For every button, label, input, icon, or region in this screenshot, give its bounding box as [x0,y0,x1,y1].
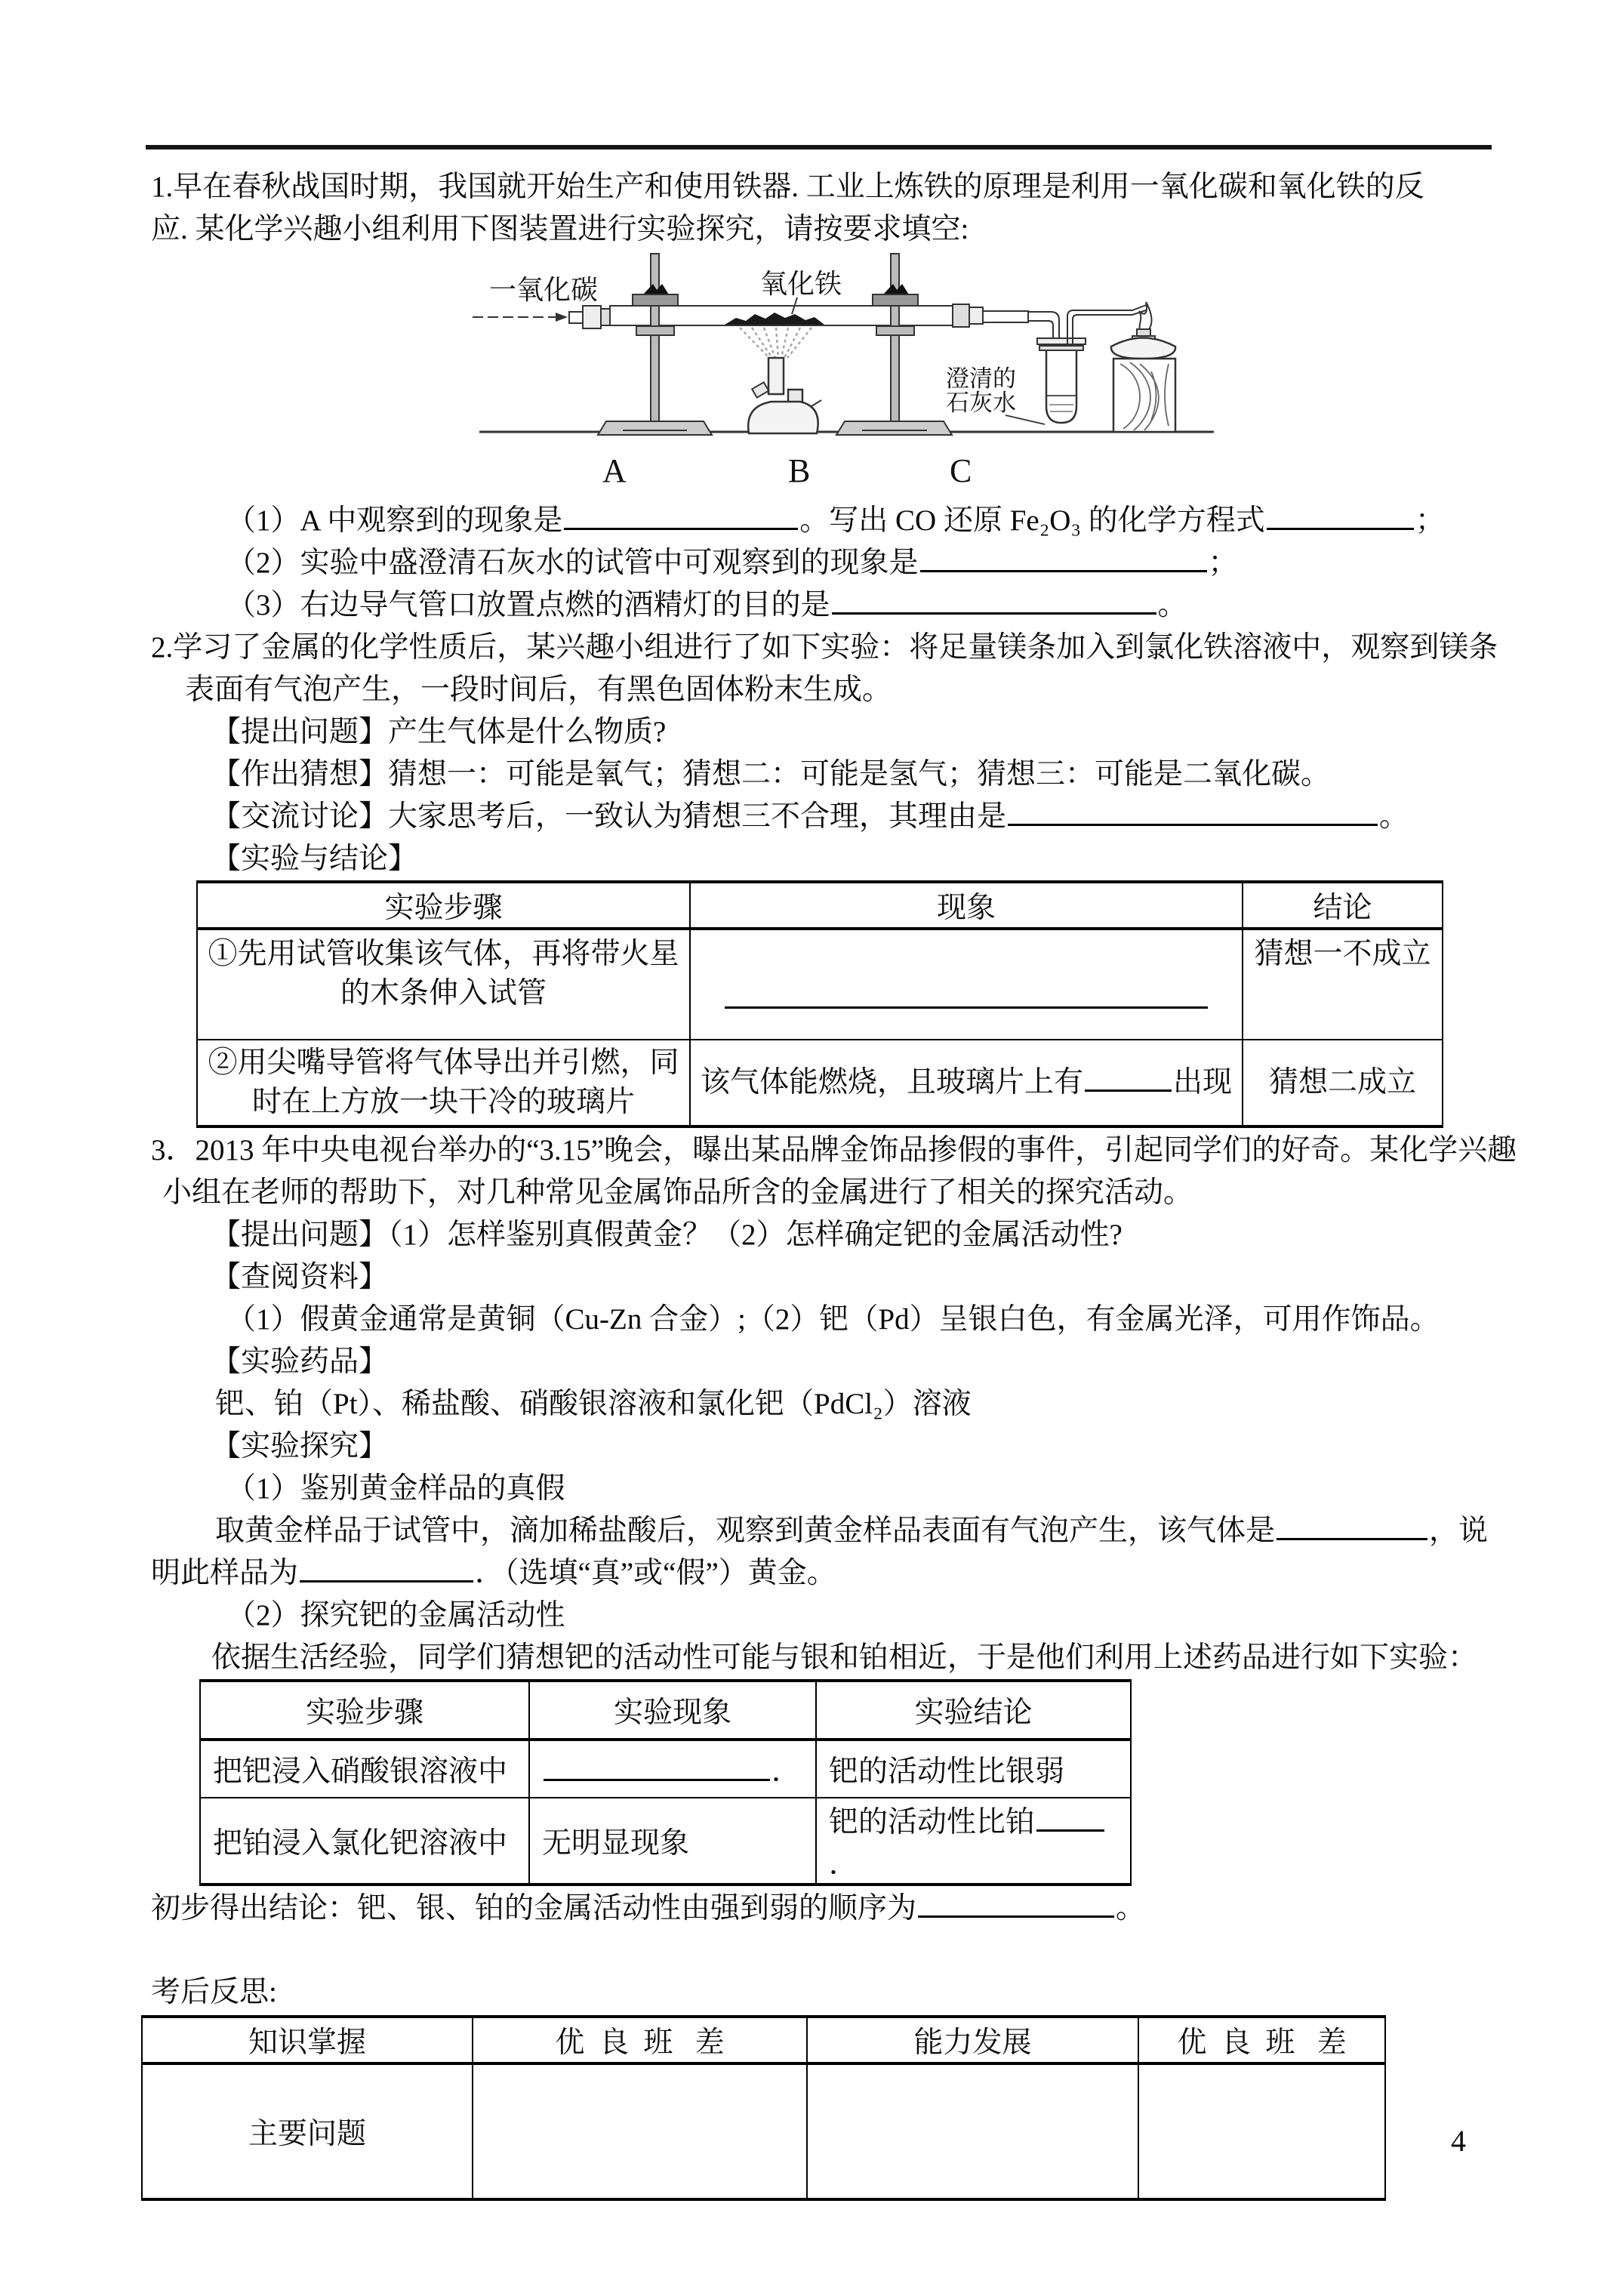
answer-blank [1008,801,1378,826]
conclusion-cell: 钯的活动性比银弱 [816,1740,1131,1798]
q3-e1-text-d: ．（选填“真”或“假”）黄金。 [475,1557,836,1589]
answer-blank [544,1756,770,1781]
q1-sub1-text-b: 。写出 CO 还原 Fe₂O₃ 的化学方程式 [799,504,1265,537]
q1-sub3 [151,584,1623,627]
tube-outlet [953,304,1028,327]
phenomenon-cell [690,929,1243,1040]
q3-line2: 小组在老师的帮助下，对几种常见金属饰品所含的金属进行了相关的探究活动。 [162,1176,1193,1209]
table-row [200,1798,1131,1885]
worksheet-content [151,166,1623,2201]
q2-guess: 【作出猜想】猜想一：可能是氧气；猜想二：可能是氢气；猜想三：可能是二氧化碳。 [211,758,1331,791]
conclusion-cell: 猜想二成立 [1243,1040,1443,1126]
q1-sub1 [151,500,1623,542]
answer-blank [920,547,1207,572]
q3-concl-text-b: 。 [1116,1892,1146,1925]
q1-sub1-text-c: ； [1415,504,1445,537]
apparatus-diagram [468,251,1623,500]
q3-e1-text-b: ，说 [1429,1515,1489,1547]
col-header-conclusion: 结论 [1243,882,1443,929]
arrow-icon [556,313,568,322]
iron-stand-c [836,254,952,435]
col-header-step: 实验步骤 [197,882,690,929]
answer-blank [564,505,798,530]
q3-reference: （1）假黄金通常是黄铜（Cu-Zn 合金）;（2）钯（Pd）呈银白色，有金属光泽，可用作饰品。 [226,1303,1440,1336]
col-header-phenomenon: 现象 [690,882,1243,929]
q3-reagents: 钯、铂（Pt）、稀盐酸、硝酸银溶液和氯化钯（PdCl₂）溶液 [215,1388,972,1420]
q3-e2-title: （2）探究钯的金属活动性 [226,1599,565,1632]
col-header-grade2: 优 良 班 差 [1138,2017,1385,2063]
marker-c: C [950,452,972,489]
apparatus-diagram-svg [468,251,1230,500]
col-header-phenomenon: 实验现象 [529,1681,816,1740]
answer-blank [300,1558,473,1583]
conclusion-cell: 猜想一不成立 [1243,929,1443,1040]
table-row [142,2063,1385,2199]
phenomenon-cell: 无明显现象 [529,1798,816,1885]
q3-explore-title: 【实验探究】 [211,1430,389,1462]
answer-blank [1277,1515,1427,1540]
limewater-label [946,365,1045,424]
col-header-step: 实验步骤 [200,1681,529,1740]
answer-blank [1085,1067,1172,1092]
col-header-grade1: 优 良 班 差 [473,2017,807,2063]
q1-sub1-text-a: （1）A 中观察到的现象是 [226,504,563,537]
co-label: 一氧化碳 [489,275,599,305]
marker-b: B [788,452,811,489]
q2-discuss-text-b: 。 [1379,800,1409,833]
table-header-row [142,2017,1385,2063]
table-row [200,1740,1131,1798]
q1-sub3-text-b: 。 [1157,589,1187,621]
wood-block [1113,359,1175,432]
header-rule [146,145,1492,149]
q3-ask: 【提出问题】（1）怎样鉴别真假黄金？（2）怎样确定钯的金属活动性? [211,1219,1123,1251]
iron-stand-a [598,254,712,435]
q3-line1: 3．2013 年中央电视台举办的“3.15”晚会，曝出某品牌金饰品掺假的事件，引起同学们的好奇。某化学兴趣 [151,1134,1517,1166]
q2-discuss-text-a: 【交流讨论】大家思考后，一致认为猜想三不合理，其理由是 [211,800,1007,833]
q3-e1-text-a: 取黄金样品于试管中，滴加稀盐酸后，观察到黄金样品表面有气泡产生，该气体是 [215,1515,1276,1547]
table-row [197,1040,1443,1126]
q3-final-conclusion [151,1888,1623,1930]
q3-reagents-title: 【实验药品】 [211,1345,389,1378]
col-header-ability: 能力发展 [807,2017,1138,2063]
main-problem-cell: 主要问题 [142,2063,473,2199]
q3-reference-title: 【查阅资料】 [211,1261,389,1293]
q3-e1-title: （1）鉴别黄金样品的真假 [226,1472,565,1505]
q2-experiment-table [196,880,1443,1128]
empty-cell [473,2063,807,2199]
phenomenon-text-b: 出现 [1173,1066,1233,1099]
empty-cell [1138,2063,1385,2199]
table-header-row [197,882,1443,929]
q3-e1-text-c: 明此样品为 [151,1557,299,1589]
answer-blank [725,984,1208,1009]
q1-line2: 应. 某化学兴趣小组利用下图装置进行实验探究，请按要求填空: [151,213,969,245]
phenomenon-cell [529,1740,816,1798]
q3-activity-table [199,1679,1132,1886]
q3-e1-line1 [151,1510,1623,1552]
phenomenon-cell [690,1040,1243,1126]
q1-line1: 1.早在春秋战国时期，我国就开始生产和使用铁器. 工业上炼铁的原理是利用一氧化碳和氧化铁的反 [151,171,1424,203]
q2-line1: 2.学习了金属的化学性质后，某兴趣小组进行了如下实验：将足量镁条加入到氯化铁溶液中，观察到镁条 [151,631,1498,664]
table-header-row [200,1681,1131,1740]
q2-line2: 表面有气泡产生，一段时间后，有黑色固体粉末生成。 [185,673,892,706]
phenomenon-text-a: 该气体能燃烧，且玻璃片上有 [700,1066,1083,1099]
answer-blank [1036,1807,1104,1832]
q2-conclusion-title: 【实验与结论】 [211,843,418,875]
iron-oxide-label: 氧化铁 [759,269,842,299]
empty-cell [807,2063,1138,2199]
q3-concl-text-a: 初步得出结论：钯、银、铂的金属活动性由强到弱的顺序为 [151,1892,917,1925]
conclusion-cell [816,1798,1131,1885]
col-header-knowledge: 知识掌握 [142,2017,473,2063]
co-inlet [473,275,610,328]
limewater-test-tube [1037,338,1086,423]
lamp-flame-fan [740,328,812,358]
step-cell: 把铂浸入氯化钯溶液中 [200,1798,529,1885]
q2-discuss [151,796,1623,838]
limewater-label-line2: 石灰水 [946,390,1016,416]
answer-blank [832,590,1156,615]
q1-sub2-text-a: （2）实验中盛澄清石灰水的试管中可观察到的现象是 [226,547,919,579]
answer-blank [918,1893,1114,1918]
q3-e2-intro: 依据生活经验，同学们猜想钯的活动性可能与银和铂相近，于是他们利用上述药品进行如下实验： [211,1641,1478,1674]
step-cell: 把钯浸入硝酸银溶液中 [200,1740,529,1798]
conclusion-text-b: ． [829,1848,859,1881]
conclusion-text-a: 钯的活动性比铂 [829,1806,1036,1838]
q1-sub2 [151,542,1623,584]
q3-e1-line2 [151,1552,1623,1595]
phenomenon-punct: ． [771,1755,802,1788]
q1-sub2-text-b: ； [1208,547,1238,579]
marker-a: A [602,452,627,489]
limewater-label-line1: 澄清的 [946,365,1016,392]
answer-blank [1267,505,1414,530]
reflection-title: 考后反思: [151,1976,277,2008]
step-cell: ①先用试管收集该气体，再将带火星的木条伸入试管 [197,929,690,1040]
alcohol-burner [748,358,821,433]
step-cell: ②用尖嘴导管将气体导出并引燃，同时在上方放一块干冷的玻璃片 [197,1040,690,1126]
q2-ask: 【提出问题】产生气体是什么物质? [211,716,667,748]
reflection-table [141,2015,1386,2201]
q1-sub3-text-a: （3）右边导气管口放置点燃的酒精灯的目的是 [226,589,830,621]
page-number: 4 [1451,2124,1466,2158]
table-row [197,929,1443,1040]
col-header-conclusion: 实验结论 [816,1681,1131,1740]
